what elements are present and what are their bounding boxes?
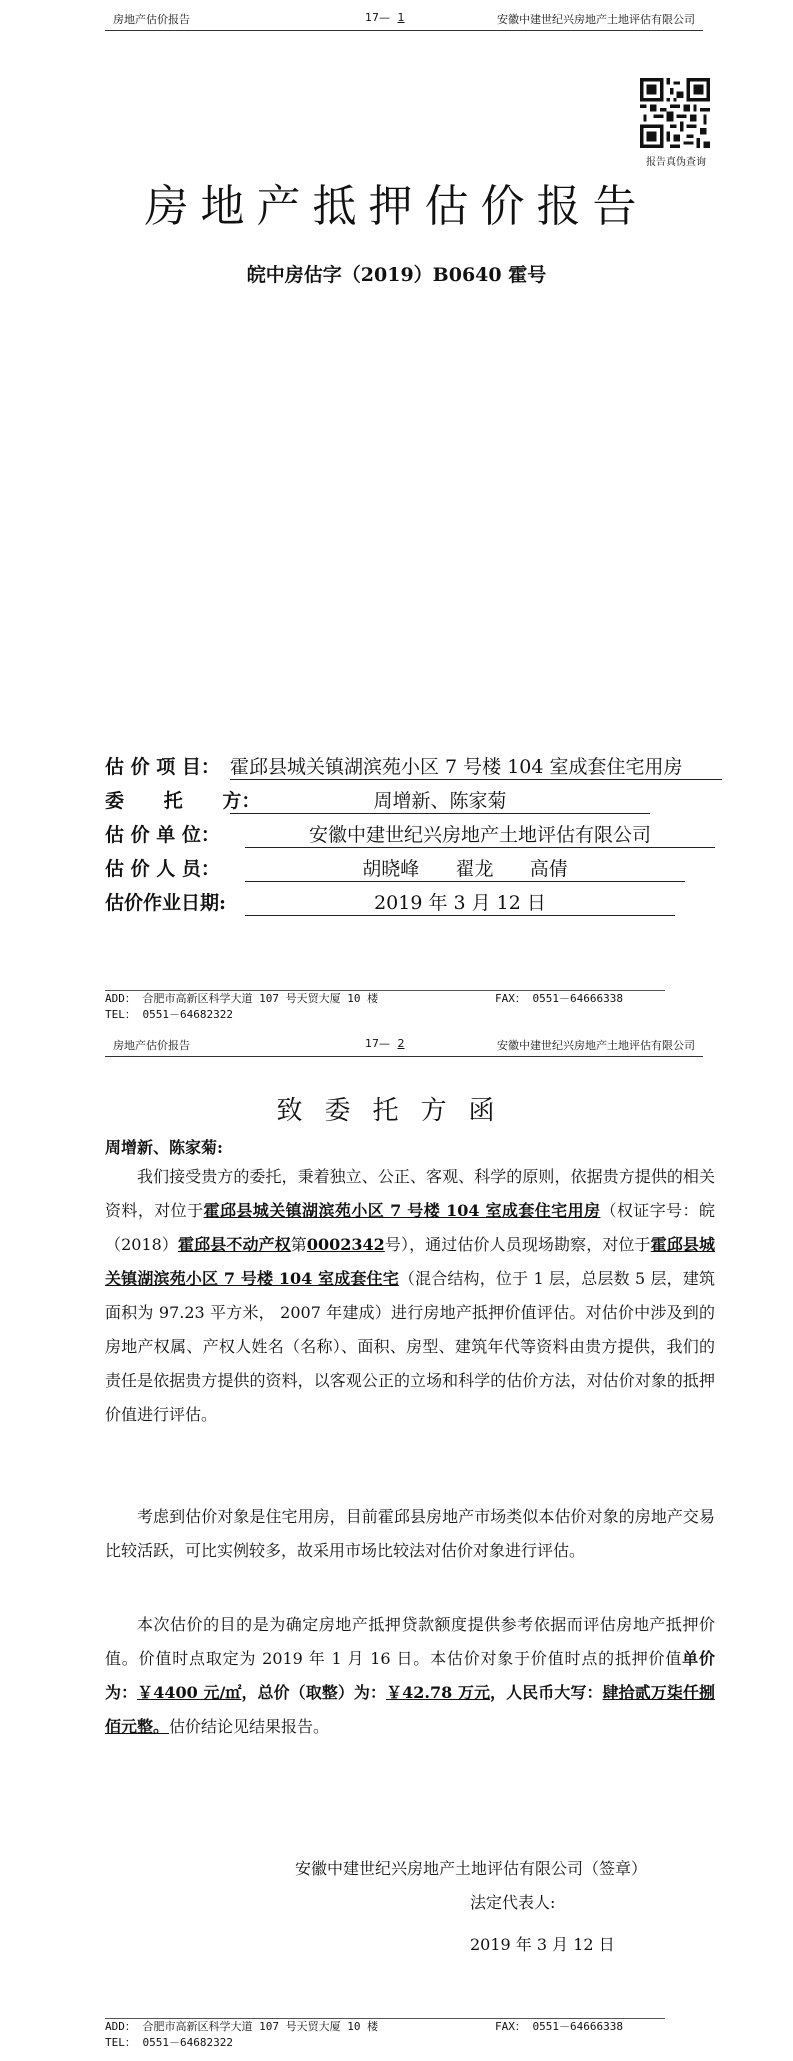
p1-property-name: 霍邱县城关镇湖滨苑小区 7 号楼 104 室成套住宅用房 bbox=[203, 1201, 601, 1220]
header-right-text: 安徽中建世纪兴房地产土地评估有限公司 bbox=[497, 1039, 695, 1052]
p1-text-g: 号），通过估价人员现场勘察，对位于 bbox=[384, 1235, 651, 1254]
footer-fax: FAX： 0551－64666338 bbox=[495, 2020, 623, 2033]
page-header-2 bbox=[105, 1034, 703, 1057]
info-value-client: 周增新、陈家菊 bbox=[230, 786, 650, 814]
info-label-date: 估价作业日期: bbox=[105, 892, 227, 914]
footer-addr-row bbox=[105, 991, 703, 1007]
p1-text-e: 第 bbox=[290, 1235, 307, 1254]
header-left-text: 房地产估价报告 bbox=[113, 13, 190, 26]
footer-fax: FAX： 0551－64666338 bbox=[495, 992, 623, 1005]
p3-unit-price: ￥4400 元/㎡ bbox=[137, 1683, 242, 1702]
p3-rmb-amount: 肆拾贰万柒仟捌佰元整。 bbox=[105, 1683, 715, 1736]
info-label-project: 估 价 项 目： bbox=[105, 756, 220, 778]
page-footer-1 bbox=[105, 990, 703, 1023]
letter-paragraph-2: 考虑到估价对象是住宅用房，目前霍邱县房地产市场类似本估价对象的房地产交易比较活跃，可比实例较多，故采用市场比较法对估价对象进行评估。 bbox=[105, 1507, 715, 1560]
report-title: 房地产抵押估价报告 bbox=[144, 181, 649, 232]
footer-tel: TEL： 0551－64682322 bbox=[105, 2036, 233, 2049]
info-value-appraisers: 胡晓峰 翟龙 高倩 bbox=[245, 854, 685, 882]
page-header-1 bbox=[105, 8, 703, 31]
info-label-appraisers: 估 价 人 员： bbox=[105, 858, 220, 880]
p1-text-i: （混合结构，位于 1 层，总层数 5 层，建筑面积为 97.23 平方米， 2007 年建成）进行房地产抵押价值评估。对估价中涉及到的房地产权属、产权人姓名（名称）、面积、房型、建筑年代等资料由贵方提供，我们的责任是依据贵方提供的资料，以客观公正的立场和科学的估价方法，对估价对象的抵押价值进行评估。 bbox=[105, 1269, 715, 1424]
footer-addr-row bbox=[105, 2019, 703, 2035]
p1-cert-authority: 霍邱县不动产权 bbox=[178, 1235, 291, 1254]
page-prefix: 17— bbox=[365, 1037, 390, 1050]
p3-text-h: 估价结论见结果报告。 bbox=[169, 1717, 330, 1736]
p1-text-c: （权证字号：皖（2018） bbox=[105, 1201, 715, 1254]
letter-title: 致委托方函 bbox=[276, 1096, 517, 1126]
signature-date: 2019 年 3 月 12 日 bbox=[470, 1935, 615, 1954]
info-label-company: 估 价 单 位： bbox=[105, 824, 220, 846]
header-page-number bbox=[365, 11, 412, 24]
footer-address: ADD： 合肥市高新区科学大道 107 号天贸大厦 10 楼 bbox=[105, 992, 379, 1005]
info-value-date: 2019 年 3 月 12 日 bbox=[245, 888, 675, 916]
p1-text-a: 我们接受贵方的委托，秉着独立、公正、客观、科学的原则，依据贵方提供的相关资料，对位于 bbox=[105, 1167, 715, 1220]
document-number: 皖中房估字（2019）B0640 霍号 bbox=[246, 264, 547, 286]
signature-company: 安徽中建世纪兴房地产土地评估有限公司（签章） bbox=[295, 1859, 648, 1878]
letter-paragraph-1 bbox=[105, 1160, 715, 1432]
footer-tel: TEL： 0551－64682322 bbox=[105, 1008, 233, 1021]
p1-cert-number: 0002342 bbox=[306, 1235, 385, 1254]
page-footer-2 bbox=[105, 2018, 703, 2051]
p3-unit-price-label: 单价为： bbox=[105, 1649, 715, 1702]
page-number: 2 bbox=[397, 1037, 405, 1050]
info-value-project: 霍邱县城关镇湖滨苑小区 7 号楼 104 室成套住宅用房 bbox=[230, 752, 722, 780]
info-label-client: 委 托 方： bbox=[105, 790, 261, 812]
qr-code-icon[interactable] bbox=[640, 78, 710, 148]
header-left-text: 房地产估价报告 bbox=[113, 1039, 190, 1052]
letter-addressee: 周增新、陈家菊: bbox=[105, 1138, 223, 1157]
p1-property-name-2: 霍邱县城关镇湖滨苑小区 7 号楼 104 室成套住宅 bbox=[105, 1235, 715, 1288]
p3-rmb-label: ，人民币大写： bbox=[490, 1683, 603, 1702]
p3-total-price: ￥42.78 万元 bbox=[386, 1683, 491, 1702]
letter-paragraph-3 bbox=[105, 1608, 715, 1744]
page-prefix: 17— bbox=[365, 11, 390, 24]
p3-total-label: ，总价（取整）为： bbox=[241, 1683, 387, 1702]
qr-caption: 报告真伪查询 bbox=[646, 157, 706, 168]
page-number: 1 bbox=[397, 11, 405, 24]
header-right-text: 安徽中建世纪兴房地产土地评估有限公司 bbox=[497, 13, 695, 26]
info-value-company: 安徽中建世纪兴房地产土地评估有限公司 bbox=[245, 820, 715, 848]
signature-representative: 法定代表人: bbox=[470, 1893, 556, 1912]
p3-text-a: 本次估价的目的是为确定房地产抵押贷款额度提供参考依据而评估房地产抵押价值。价值时点取定为 2019 年 1 月 16 日。本估价对象于价值时点的抵押价值 bbox=[105, 1615, 715, 1668]
header-page-number bbox=[365, 1037, 412, 1050]
footer-address: ADD： 合肥市高新区科学大道 107 号天贸大厦 10 楼 bbox=[105, 2020, 379, 2033]
